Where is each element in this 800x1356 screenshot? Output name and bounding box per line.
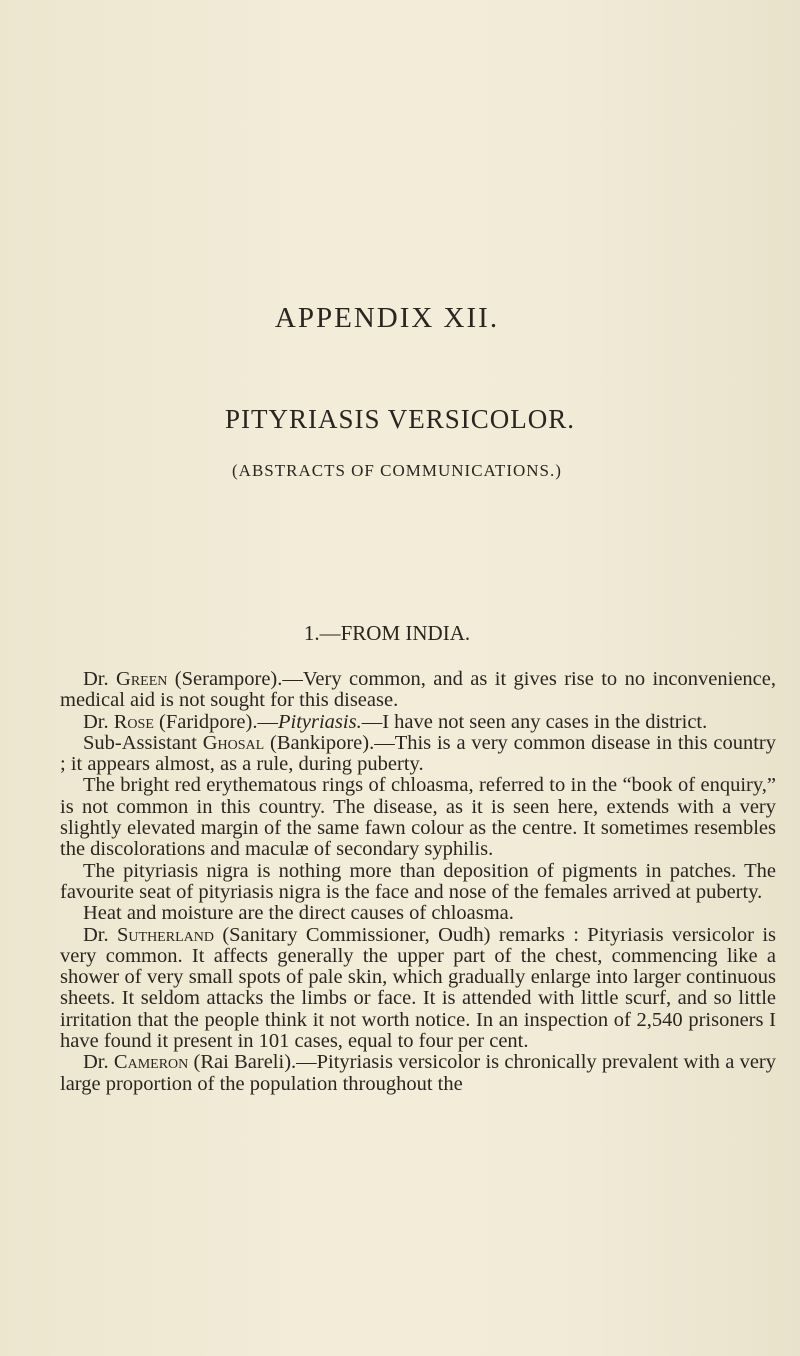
author-rank: Sub-Assistant — [83, 731, 203, 754]
paragraph-ghosal — [60, 733, 776, 776]
paragraph-rose — [60, 712, 776, 733]
paragraph-text: (Serampore).—Very common, and as it gives rise to no inconvenience, medical aid is not sought for this disease. — [60, 668, 776, 712]
title-dr: Dr. — [83, 710, 114, 733]
section-heading: 1.—FROM INDIA. — [303, 621, 471, 645]
article-subtitle: (ABSTRACTS OF COMMUNICATIONS.) — [232, 461, 562, 480]
paragraph-text: (Sanitary Commissioner, Oudh) remarks : Pityriasis versicolor is very common. It affects generally the upper part of the chest, commencing like a shower of very small spots of pale skin, which gradually enlarge into larger continuous sheets. It seldom attacks the limbs or face. It is attended with little scurf, and so little irritation that the people think it not worth notice. In an inspection of 2,540 prisoners I have found it present in 101 cases, equal to four per cent. — [60, 923, 777, 1053]
title-dr: Dr. — [83, 1051, 114, 1074]
paragraph-text: (Bankipore).—This is a very common disease in this country ; it appears almost, as a rule, during puberty. — [60, 731, 776, 776]
paragraph-green — [60, 669, 776, 712]
appendix-heading: APPENDIX XII. — [274, 302, 500, 334]
title-dr: Dr. — [83, 668, 117, 690]
paragraph-cameron — [60, 1052, 776, 1095]
paragraph-pityriasis-nigra: The pityriasis nigra is nothing more than deposition of pigments in patches. The favourite seat of pityriasis nigra is the face and nose of the females arrived at puberty. — [60, 859, 776, 903]
author-name: Ghosal — [202, 731, 265, 754]
author-name: Cameron — [113, 1051, 189, 1074]
author-name: Green — [116, 668, 168, 690]
title-dr: Dr. — [83, 923, 117, 946]
italic-term: Pityriasis. — [277, 710, 362, 733]
paragraph-text: —I have not seen any cases in the district. — [361, 710, 708, 733]
author-name: Sutherland — [117, 923, 214, 946]
body-text — [60, 669, 776, 1095]
paragraph-causes: Heat and moisture are the direct causes of chloasma. — [83, 902, 514, 925]
paragraph-sutherland — [60, 925, 776, 1053]
paragraph-text: (Faridpore).— — [153, 710, 278, 733]
paragraph-text: (Rai Bareli).—Pityriasis versicolor is chronically prevalent with a very large proportion of the population throughout the — [60, 1051, 776, 1095]
paragraph-chloasma-rings: The bright red erythematous rings of chloasma, referred to in the “book of enquiry,” is not common in this country. The disease, as it is seen here, extends with a very slightly elevated margin of the same fawn colour as the centre. It sometimes resembles the discolorations and maculæ of secondary syphilis. — [60, 774, 776, 861]
author-name: Rose — [113, 710, 154, 733]
article-title: PITYRIASIS VERSICOLOR. — [224, 404, 576, 434]
